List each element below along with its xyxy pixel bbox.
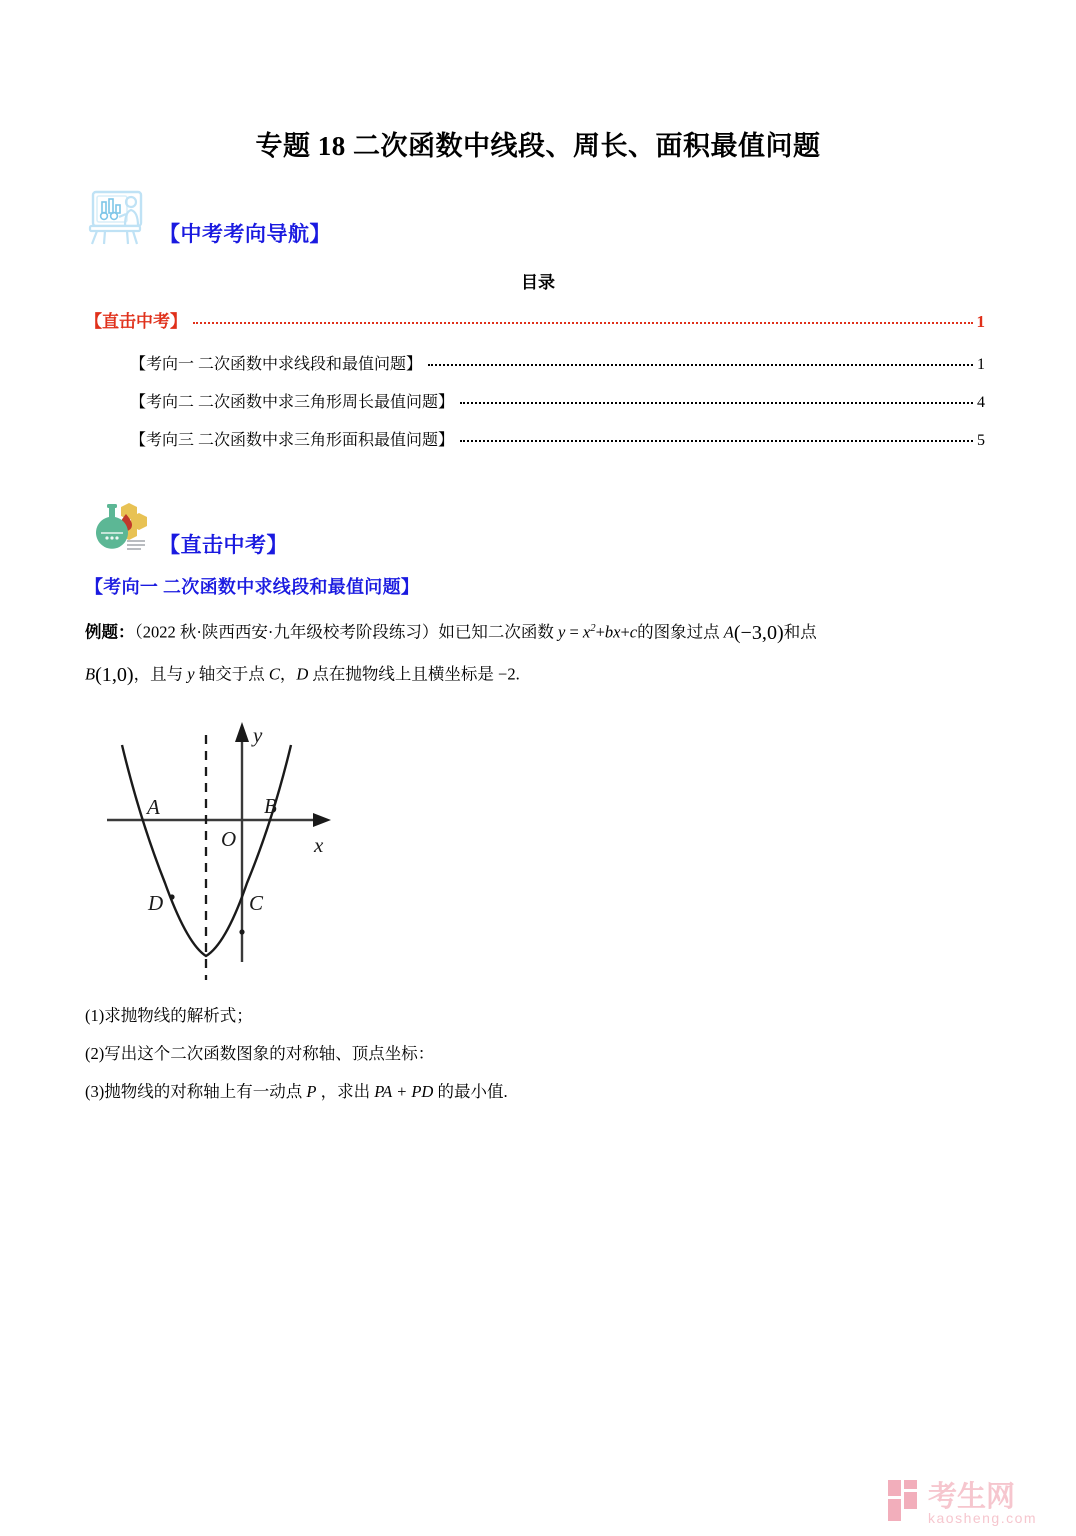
formula-equals: = <box>569 622 579 642</box>
point-d-name: D <box>296 664 309 684</box>
nav-section-label: 【中考考向导航】 <box>159 222 331 246</box>
toc-entry-page: 4 <box>977 394 985 411</box>
question-3-mid: ，求出 <box>316 1082 375 1101</box>
formula-var-c: c <box>629 622 638 642</box>
example-line1-tail: 和点 <box>783 622 817 642</box>
example-line2-text-a: ，且与 <box>133 664 188 684</box>
svg-text:y: y <box>253 723 263 747</box>
question-2: (2)写出这个二次函数图象的对称轴、顶点坐标： <box>85 1044 435 1063</box>
svg-text:O: O <box>221 827 237 851</box>
toc-leader-dots <box>460 440 973 442</box>
toc-entry-label: 【考向二 二次函数中求三角形周长最值问题】 <box>130 394 455 411</box>
question-3 <box>85 1079 508 1105</box>
site-watermark <box>886 1476 1056 1528</box>
nav-section-heading <box>85 186 331 250</box>
formula-plus-1: + <box>595 622 605 642</box>
question-3-suffix: 的最小值 <box>433 1082 504 1101</box>
formula-var-x2: x <box>613 622 621 642</box>
parabola-graph <box>95 700 395 1000</box>
toc-entry-kaoxiang-2[interactable] <box>130 389 985 412</box>
point-a-coords: (−3,0) <box>733 622 784 644</box>
example-line2-text-d: 点在抛物线上且横坐标是 <box>308 664 499 684</box>
example-label: 例题： <box>85 622 135 642</box>
formula-exponent: 2 <box>590 622 596 635</box>
example-text-before-formula: 如已知二次函数 <box>438 622 558 642</box>
toc-leader-dots <box>193 322 973 324</box>
toc-leader-dots <box>428 364 973 366</box>
flask-hexagon-icon <box>85 497 149 561</box>
example-line2-text-c: ， <box>279 664 297 684</box>
expression-pa-pd: PA + PD <box>374 1082 434 1101</box>
toc-entry-label: 【考向三 二次函数中求三角形面积最值问题】 <box>130 432 455 449</box>
toc-leader-dots <box>460 402 973 404</box>
question-1: (1)求抛物线的解析式； <box>85 1006 253 1025</box>
toc-heading: 目录 <box>521 273 555 292</box>
svg-text:A: A <box>147 795 160 819</box>
question-3-period: . <box>503 1082 508 1101</box>
svg-text:B: B <box>264 794 277 818</box>
toc-entry-zhijizhongkao[interactable] <box>85 307 985 332</box>
svg-text:考生网: 考生网 <box>928 1481 1016 1513</box>
point-b-coords: (1,0) <box>95 664 134 686</box>
toc-entry-page: 1 <box>977 356 985 373</box>
axis-var-y: y <box>187 664 195 684</box>
page-title: 专题 18 二次函数中线段、周长、面积最值问题 <box>255 131 821 161</box>
exam-section-label: 【直击中考】 <box>159 533 288 557</box>
point-c-name: C <box>268 664 280 684</box>
toc-entry-label: 【直击中考】 <box>85 312 187 331</box>
toc-entry-label: 【考向一 二次函数中求线段和最值问题】 <box>130 356 423 373</box>
example-line2-period: . <box>515 664 520 684</box>
example-source: （2022 秋·陕西西安·九年级校考阶段练习） <box>134 622 439 642</box>
example-text-after-formula: 的图象过点 <box>637 622 724 642</box>
exam-section-heading <box>85 497 288 561</box>
formula-plus-2: + <box>620 622 630 642</box>
formula-var-b: b <box>604 622 614 642</box>
x-coordinate-value: −2 <box>498 664 516 684</box>
point-p-var: P <box>306 1082 317 1101</box>
toc-entry-kaoxiang-1[interactable] <box>130 351 985 374</box>
svg-text:x: x <box>314 833 324 857</box>
presentation-board-icon <box>85 186 149 250</box>
toc-entry-kaoxiang-3[interactable] <box>130 427 985 450</box>
example-line-1 <box>85 618 817 649</box>
point-b-name: B <box>85 664 96 684</box>
example-line2-text-b: 轴交于点 <box>194 664 269 684</box>
formula-var-x: x <box>582 622 591 642</box>
svg-text:C: C <box>249 891 264 915</box>
toc-entry-page: 1 <box>976 312 985 331</box>
svg-text:kaosheng.com: kaosheng.com <box>928 1510 1038 1526</box>
formula-var-y: y <box>558 622 566 642</box>
example-line-2 <box>85 660 520 691</box>
question-3-prefix: (3)抛物线的对称轴上有一动点 <box>85 1082 307 1101</box>
svg-text:D: D <box>148 891 164 915</box>
point-a-name: A <box>723 622 734 642</box>
toc-entry-page: 5 <box>977 432 985 449</box>
kaoxiang-heading: 【考向一 二次函数中求线段和最值问题】 <box>85 577 420 597</box>
